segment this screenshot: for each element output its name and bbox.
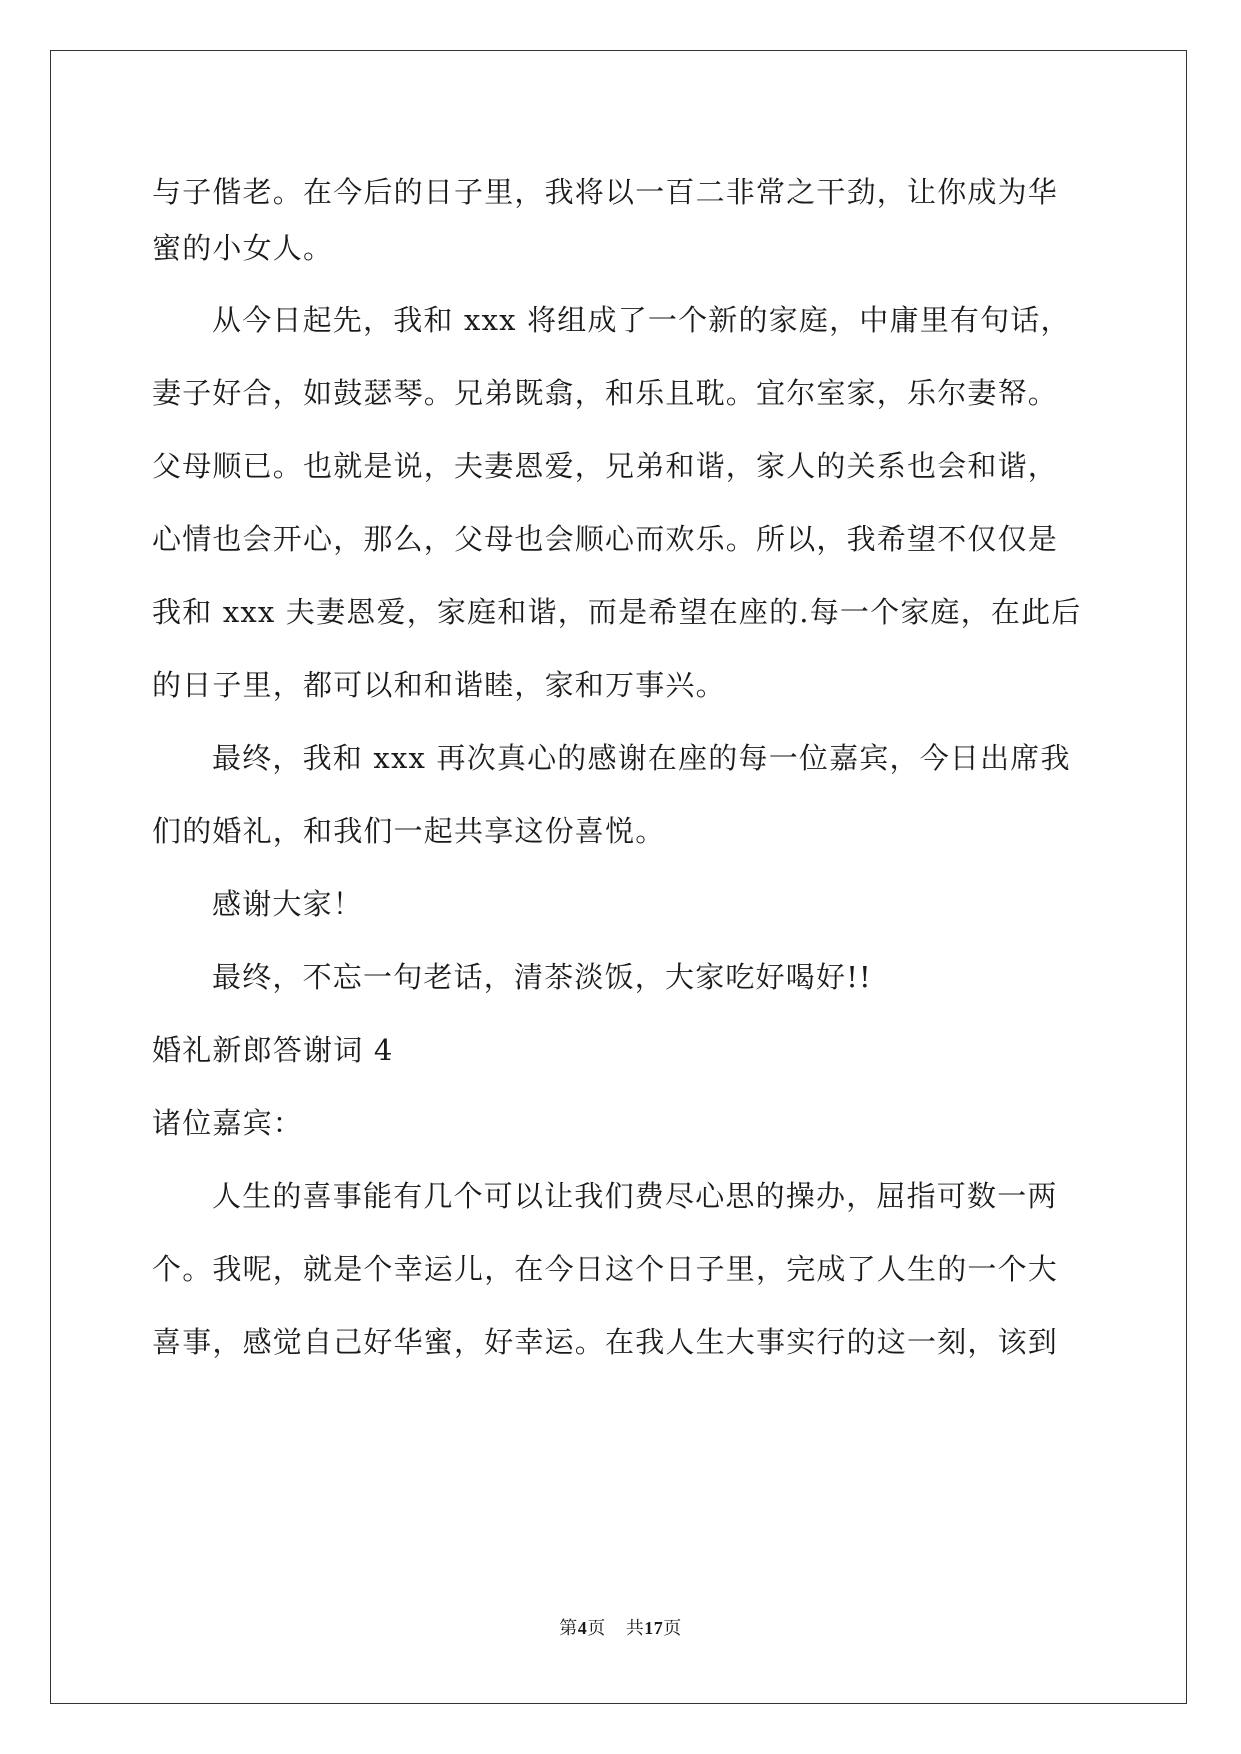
page-footer xyxy=(0,1616,1241,1641)
text-line: 我和 xxx 夫妻恩爱，家庭和谐，而是希望在座的.每一个家庭，在此后 xyxy=(152,595,1082,629)
page-border xyxy=(50,50,1187,1704)
text-line: 父母顺已。也就是说，夫妻恩爱，兄弟和谐，家人的关系也会和谐， xyxy=(152,449,1059,483)
text-line: 个。我呢，就是个幸运儿，在今日这个日子里，完成了人生的一个大 xyxy=(152,1252,1059,1286)
text-line: 最终，我和 xxx 再次真心的感谢在座的每一位嘉宾，今日出席我 xyxy=(212,741,1071,775)
text-line: 最终，不忘一句老话，清茶淡饭，大家吃好喝好!! xyxy=(212,960,872,994)
text-line: 们的婚礼，和我们一起共享这份喜悦。 xyxy=(152,814,666,848)
total-pages: 17 xyxy=(644,1618,664,1638)
salutation: 诸位嘉宾： xyxy=(152,1106,304,1140)
page-prefix: 第 xyxy=(559,1618,578,1639)
page-suffix: 页 xyxy=(587,1618,606,1639)
text-line: 蜜的小女人。 xyxy=(152,231,334,265)
text-line: 妻子好合，如鼓瑟琴。兄弟既翕，和乐且耽。宜尔室家，乐尔妻帑。 xyxy=(152,376,1059,410)
text-line: 从今日起先，我和 xxx 将组成了一个新的家庭，中庸里有句话， xyxy=(212,303,1071,337)
text-line: 与子偕老。在今后的日子里，我将以一百二非常之干劲，让你成为华 xyxy=(152,175,1059,209)
text-line: 喜事，感觉自己好华蜜，好幸运。在我人生大事实行的这一刻，该到 xyxy=(152,1325,1059,1359)
text-line: 心情也会开心，那么，父母也会顺心而欢乐。所以，我希望不仅仅是 xyxy=(152,522,1059,556)
text-line: 人生的喜事能有几个可以让我们费尽心思的操办，屈指可数一两 xyxy=(212,1179,1058,1213)
total-suffix: 页 xyxy=(663,1618,682,1639)
text-line: 的日子里，都可以和和谐睦，家和万事兴。 xyxy=(152,668,726,702)
page-number: 4 xyxy=(577,1618,588,1638)
total-prefix: 共 xyxy=(625,1618,645,1639)
section-heading: 婚礼新郎答谢词 4 xyxy=(152,1033,394,1067)
text-line: 感谢大家！ xyxy=(212,887,364,921)
